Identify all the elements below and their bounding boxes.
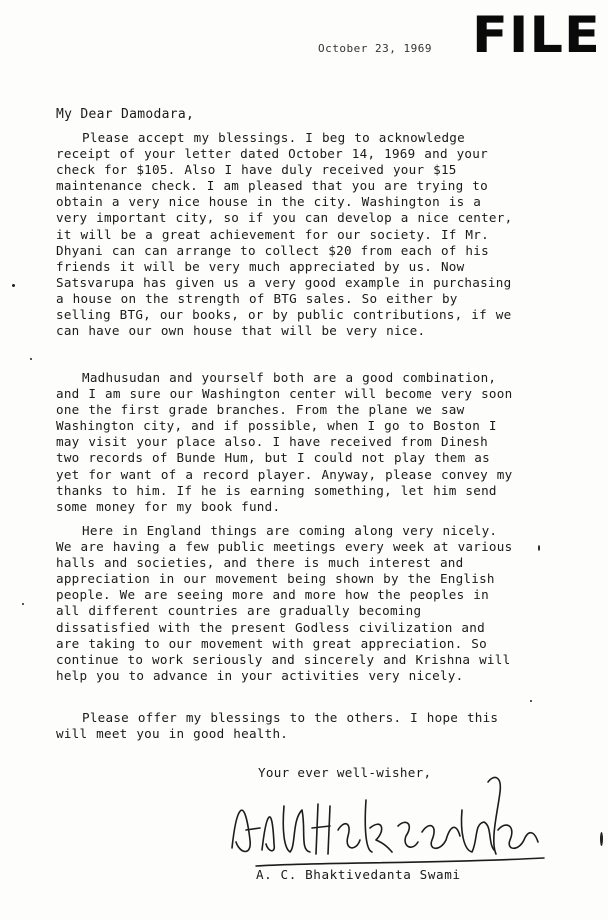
closing-line: Your ever well-wisher, (258, 765, 432, 780)
salutation: My Dear Damodara, (56, 107, 195, 122)
body-paragraph-2: Madhusudan and yourself both are a good combination, and I am sure our Washington center will become very soon one the first grade branches. From the plane we saw Washington city, and if possible, when I go to Boston I may visit your place also. I have received from Dinesh two records of Bunde Hum, but I could not play them as yet for want of a record player. Anyway, please convey my thanks to him. If he is earning something, let him send some money for my book fund. (56, 370, 513, 514)
file-stamp: FILE (472, 6, 601, 64)
scan-speck (530, 700, 532, 702)
body-paragraph-3: Here in England things are coming along very nicely. We are having a few public meetings every week at various halls and societies, and there is much interest and appreciation in our movement being shown by the English people. We are seeing more and more how the peoples in all different countries are gradually becoming dissatisfied with the present Godless civilization and are taking to our movement with great appreciation. So continue to work seriously and sincerely and Krishna will help you to advance in your activities very nicely. (56, 523, 513, 683)
handwritten-signature (226, 770, 556, 880)
scan-speck (600, 832, 603, 846)
body-paragraph-1: Please accept my blessings. I beg to acknowledge receipt of your letter dated October 14, 1969 and your check for $105. Also I have duly received your $15 maintenance check. I am pleased that you are trying to obtain a very nice house in the city. Washington is a very important city, so if you can develop a nice center, it will be a great achievement for our society. If Mr. Dhyani can can arrange to collect $20 from each of his friends it will be very much appreciated by us. Now Satsvarupa has given us a very good example in purchasing a house on the strength of BTG sales. So either by selling BTG, our books, or by public contributions, if we can have our own house that will be very nice. (56, 130, 513, 339)
letter-date: October 23, 1969 (318, 42, 432, 55)
scan-speck (30, 358, 32, 360)
scan-speck (22, 603, 24, 605)
scan-speck (538, 545, 540, 551)
scan-speck (12, 284, 15, 287)
typed-signature-name: A. C. Bhaktivedanta Swami (256, 867, 461, 882)
body-paragraph-4: Please offer my blessings to the others. I hope this will meet you in good health. (56, 710, 499, 742)
